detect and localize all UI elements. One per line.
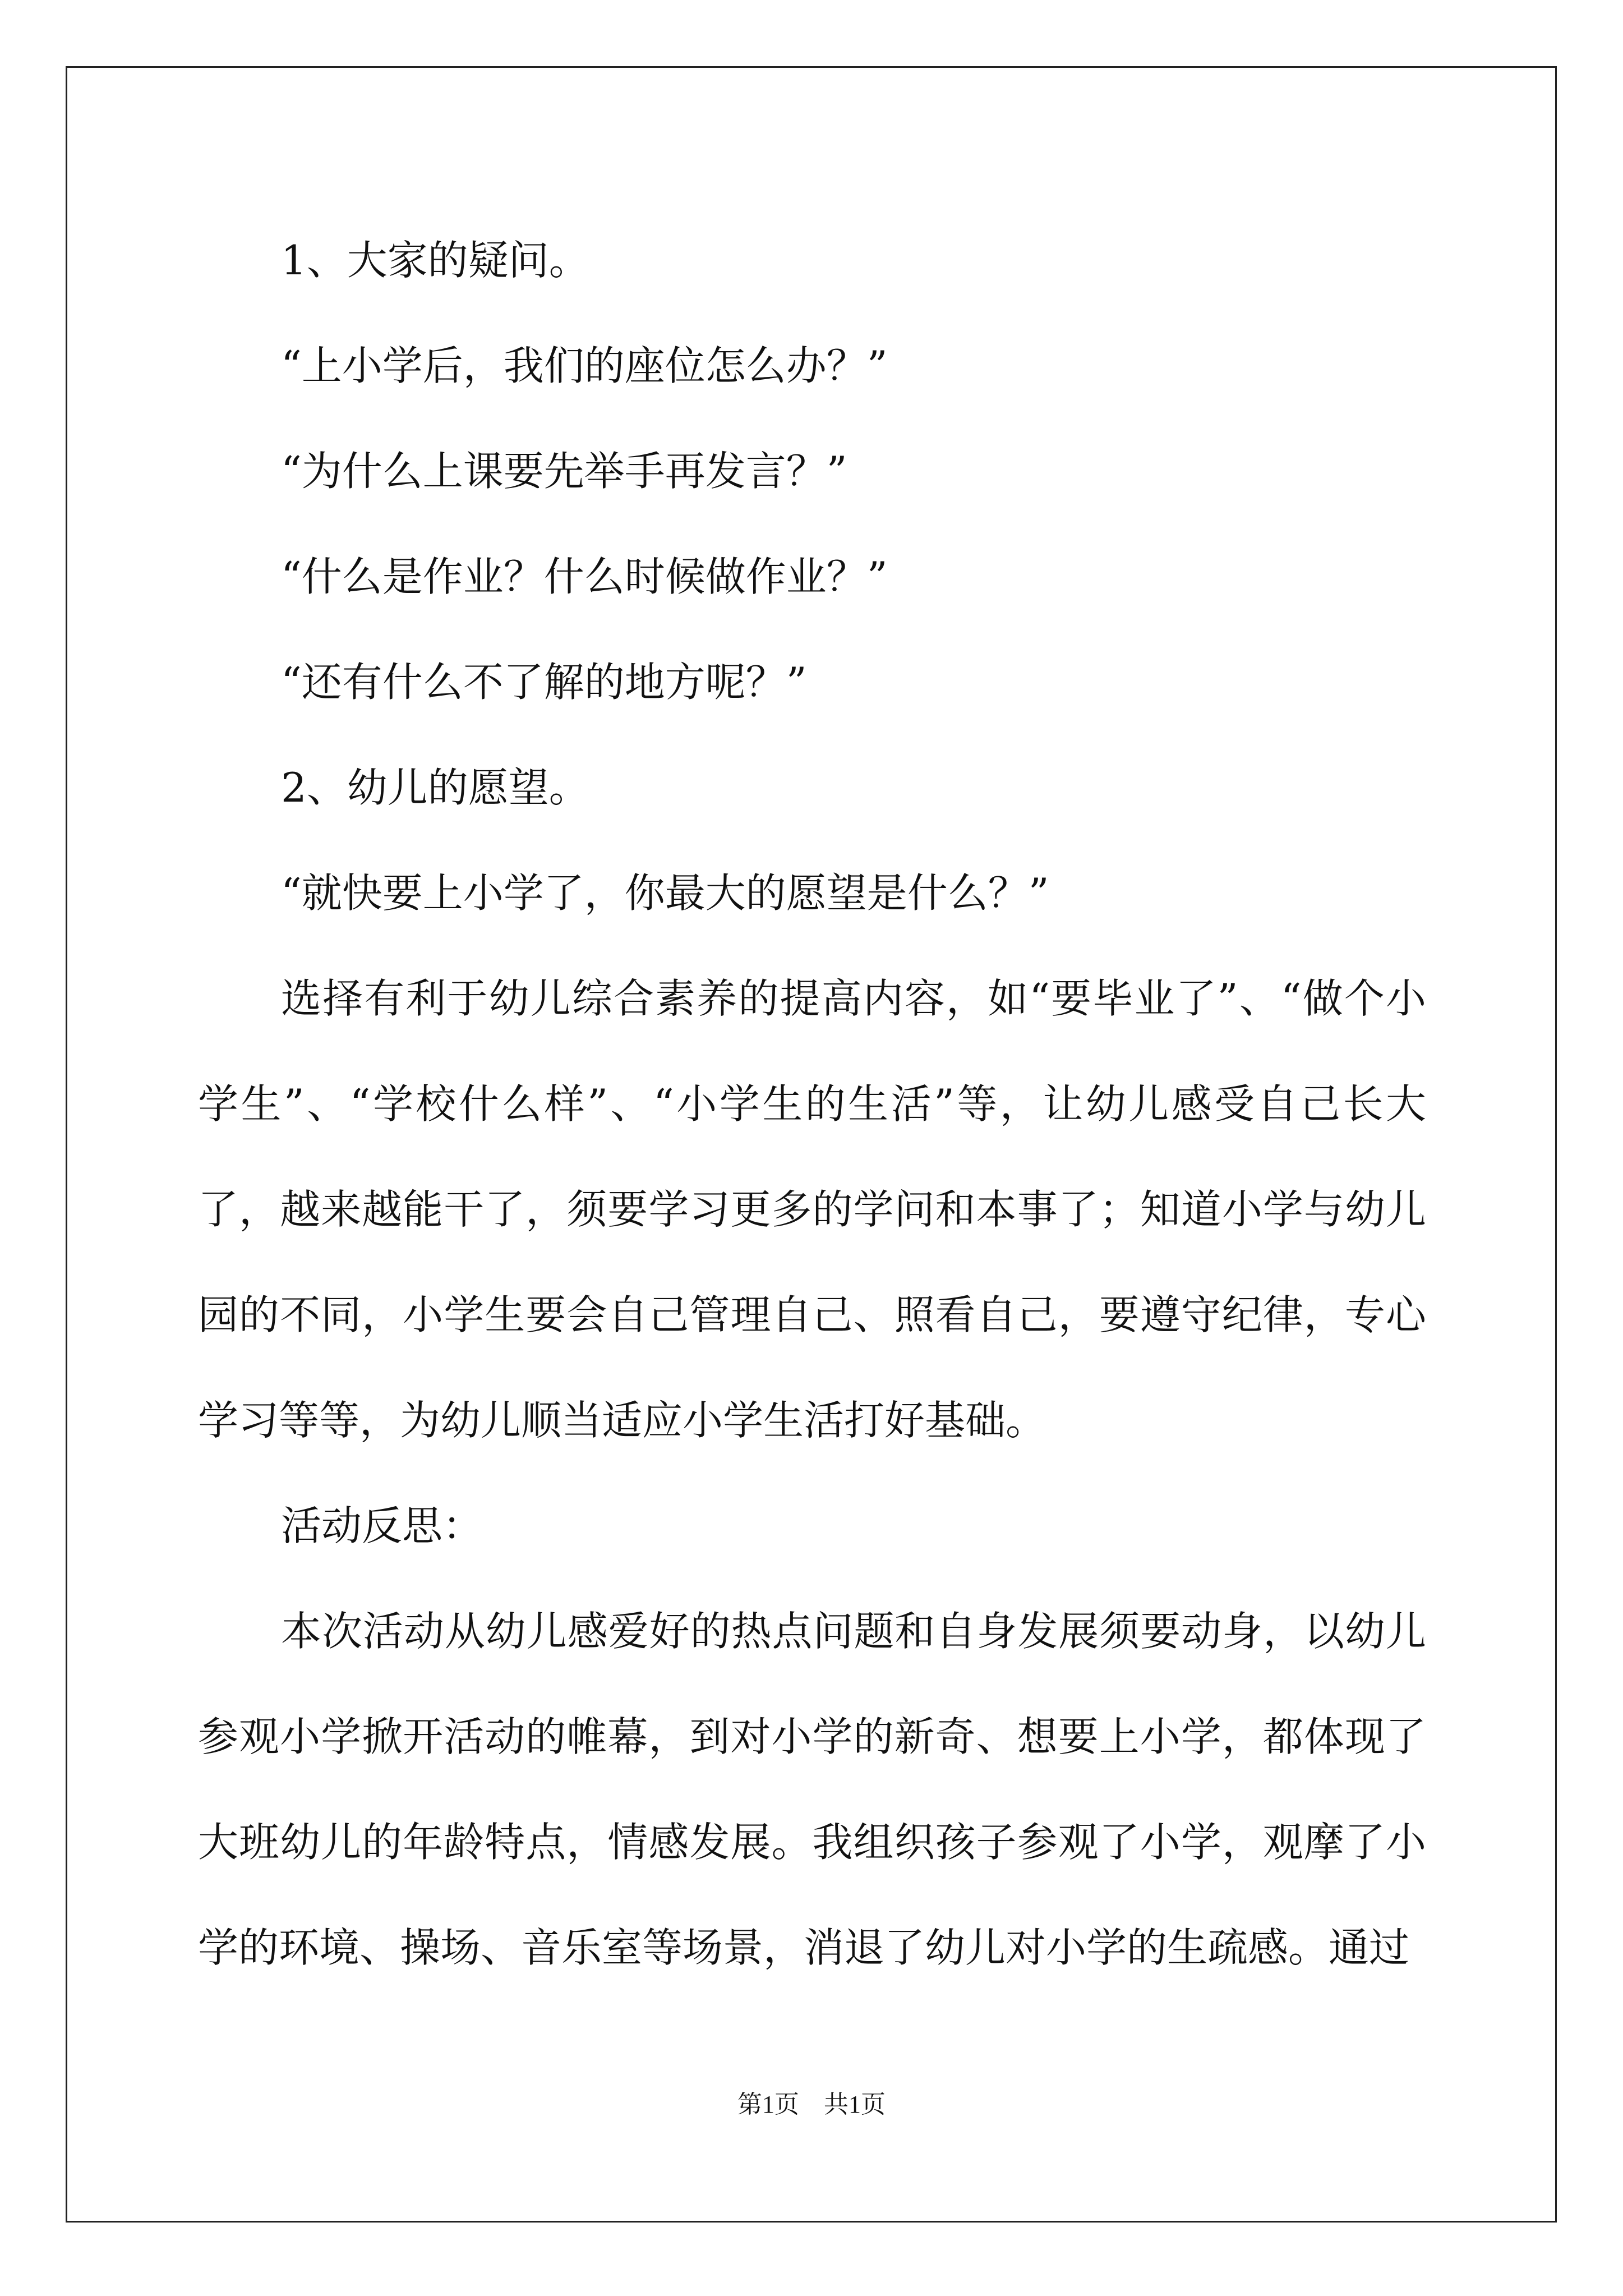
paragraph: 1、大家的疑问。: [281, 237, 589, 284]
paragraph: “上小学后，我们的座位怎么办？”: [281, 342, 888, 389]
paragraph: 选择有利于幼儿综合素养的提高内容，如“要毕业了”、“做个小学生”、“学校什么样”、“小学生的生活”等，让幼儿感受自己长大了，越来越能干了，须要学习更多的学问和本事了；知道小学与幼儿园的不同，小学生要会自己管理自己、照看自己，要遵守纪律，专心学习等等，为幼儿顺当适应小学生活打好基础。: [198, 975, 1426, 1444]
document-body: [198, 208, 1426, 2000]
paragraph: “就快要上小学了，你最大的愿望是什么？”: [281, 869, 1049, 917]
paragraph: “什么是作业？什么时候做作业？”: [281, 553, 888, 600]
paragraph: “为什么上课要先举手再发言？”: [281, 448, 847, 495]
paragraph: 本次活动从幼儿感爱好的热点问题和自身发展须要动身，以幼儿参观小学掀开活动的帷幕，到对小学的新奇、想要上小学，都体现了大班幼儿的年龄特点，情感发展。我组织孩子参观了小学，观摩了小学的环境、操场、音乐室等场景，消退了幼儿对小学的生疏感。通过: [198, 1608, 1426, 1971]
paragraph: 活动反思：: [281, 1502, 483, 1549]
page-footer: 第1页 共1页: [737, 2091, 886, 2118]
paragraph: 2、幼儿的愿望。: [281, 764, 589, 811]
paragraph: “还有什么不了解的地方呢？”: [281, 659, 807, 706]
